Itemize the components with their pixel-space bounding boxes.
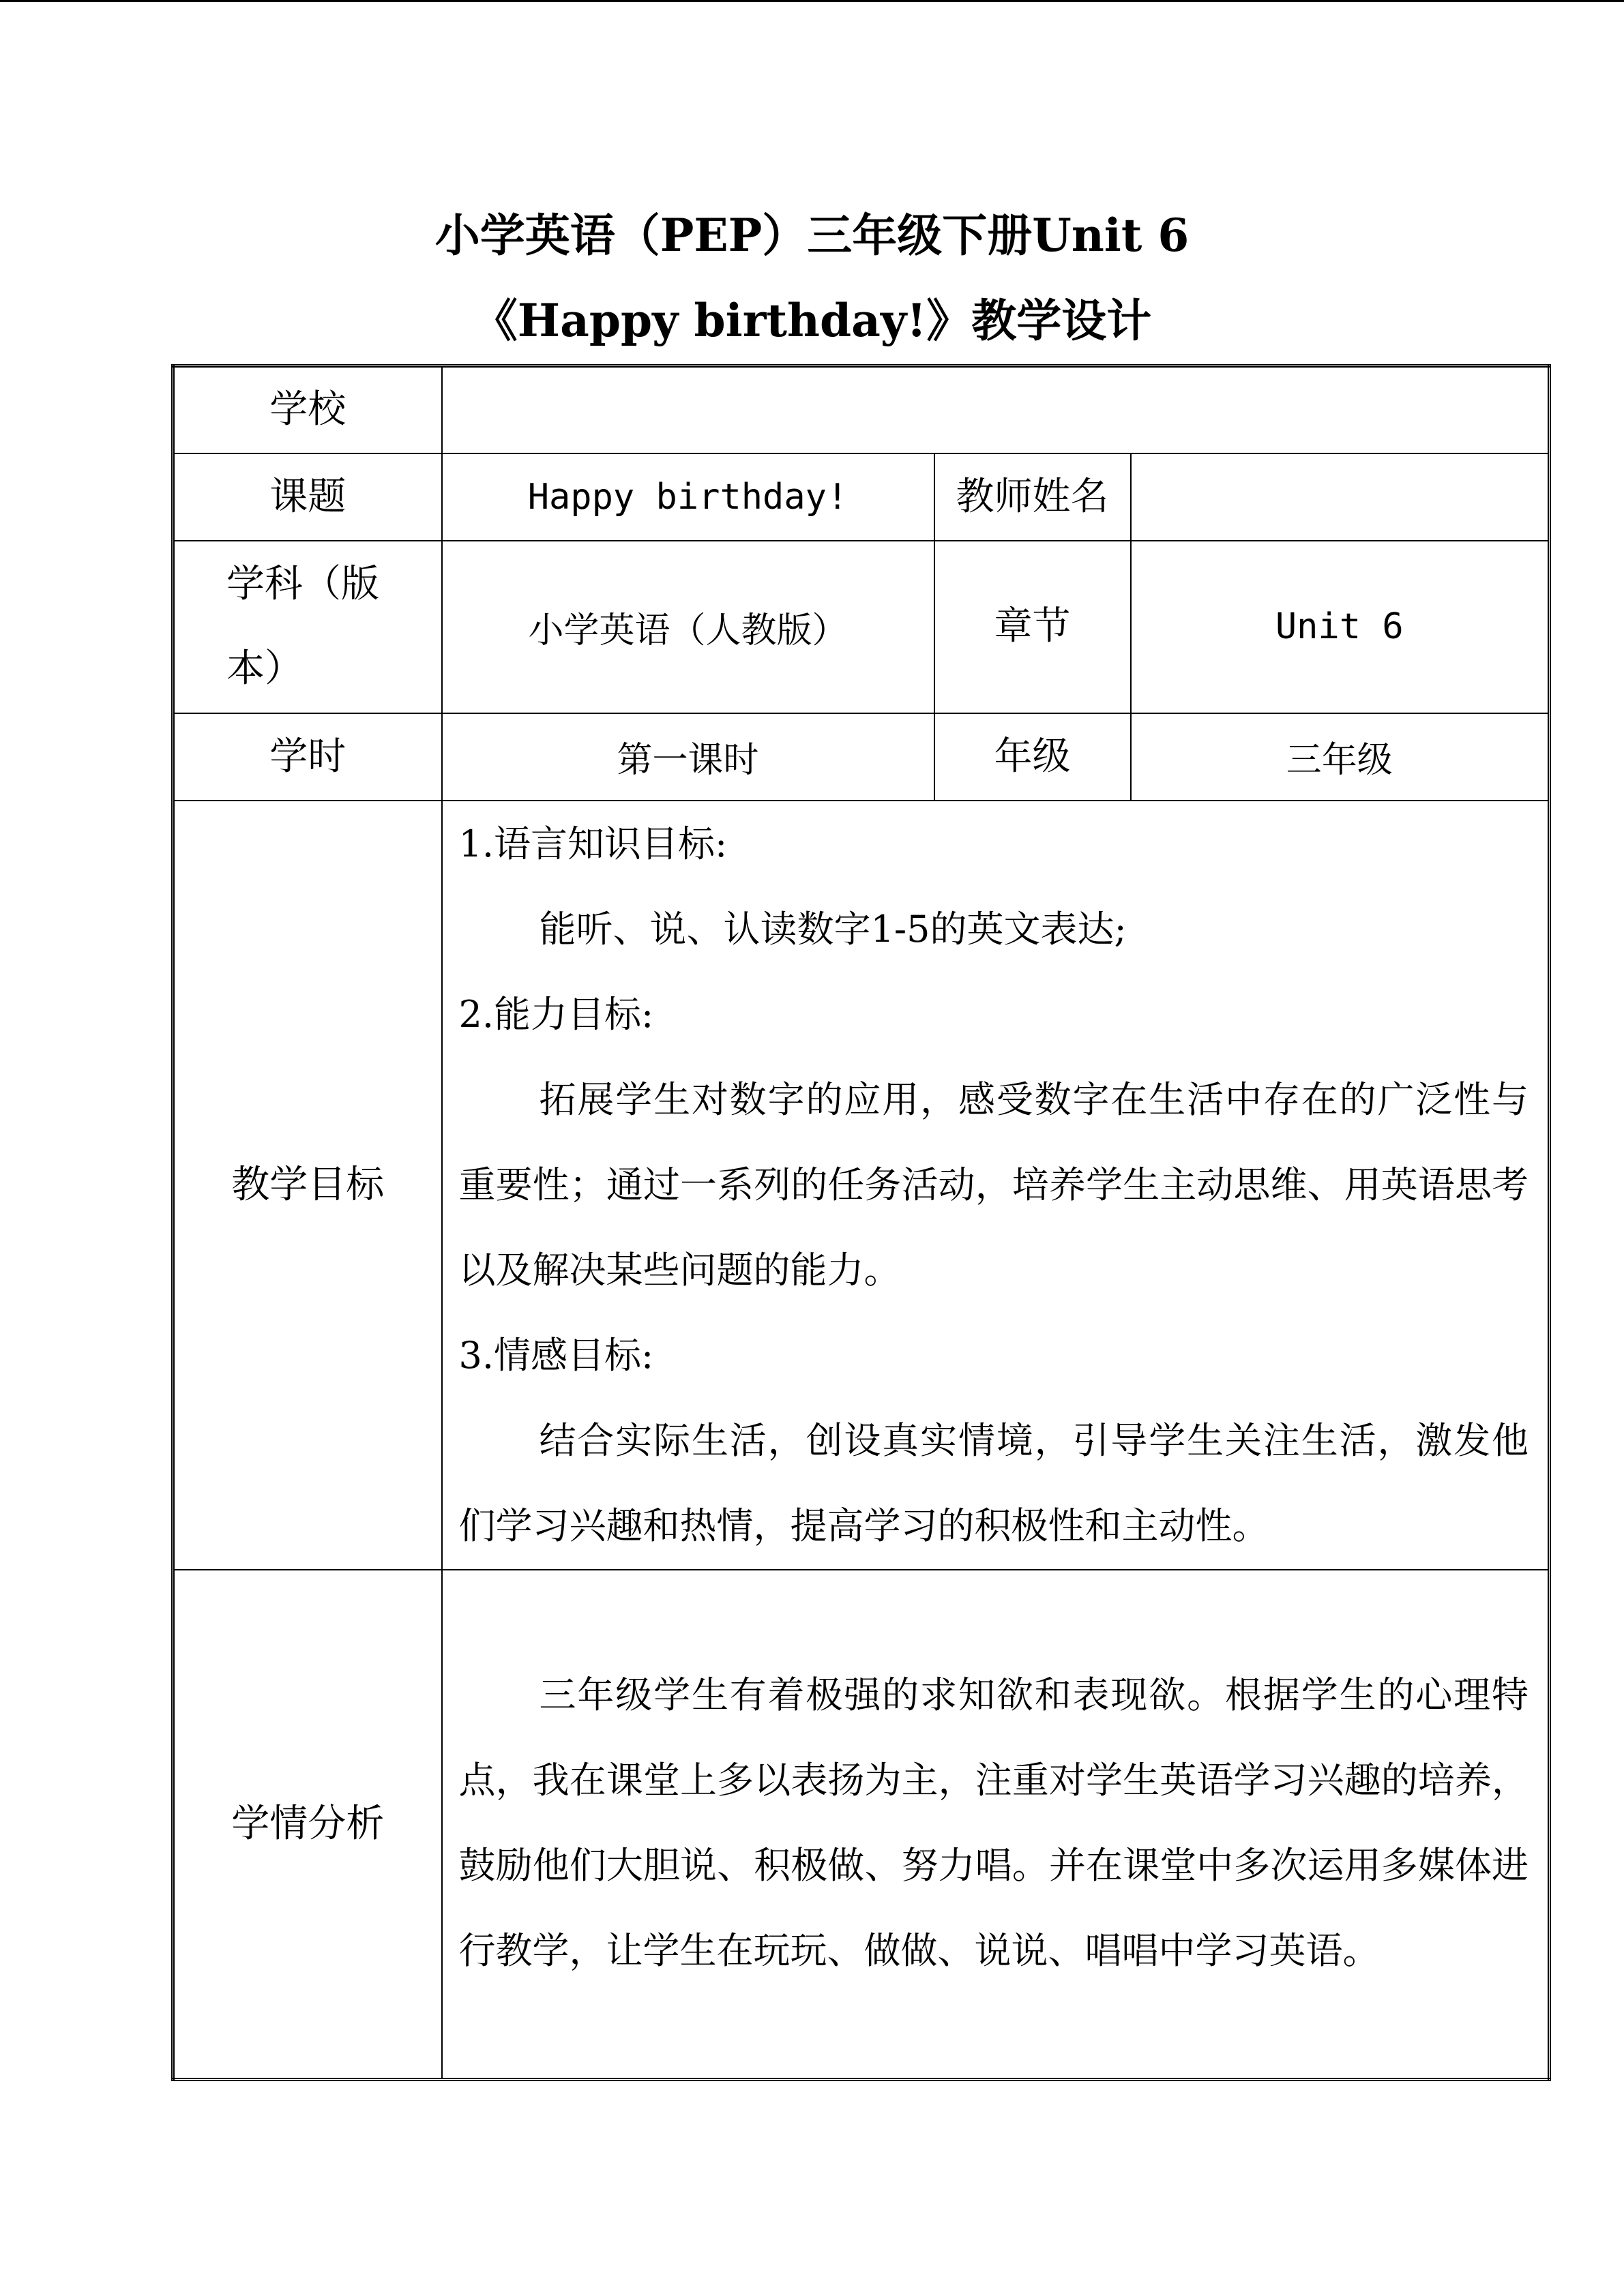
objective-1-heading: 1.语言知识目标: (458, 822, 728, 865)
objectives-content (442, 801, 1550, 1570)
analysis-content (442, 1570, 1550, 2080)
objective-2-text: 拓展学生对数字的应用，感受数字在生活中存在的广泛性与重要性；通过一系列的任务活动，培养学生主动思维、用英语思考以及解决某些问题的能力。 (458, 1077, 1529, 1292)
teacher-name-value (1131, 453, 1550, 541)
row-school (173, 366, 1550, 453)
objective-3-heading: 3.情感目标: (458, 1333, 654, 1377)
teacher-name-label: 教师姓名 (934, 453, 1131, 541)
topic-value: Happy birthday! (442, 453, 934, 541)
objective-2-heading: 2.能力目标: (458, 992, 654, 1036)
row-period (173, 713, 1550, 801)
objective-1-text: 能听、说、认读数字1-5的英文表达; (539, 907, 1127, 951)
objective-3-text: 结合实际生活，创设真实情境，引导学生关注生活，激发他们学习兴趣和热情，提高学习的积极性和主动性。 (458, 1418, 1529, 1547)
row-analysis (173, 1570, 1550, 2080)
row-subject (173, 541, 1550, 713)
subject-label (173, 541, 442, 713)
subject-value: 小学英语（人教版） (442, 541, 934, 713)
page-top-border (0, 0, 1624, 2)
chapter-label: 章节 (934, 541, 1131, 713)
analysis-text: 三年级学生有着极强的求知欲和表现欲。根据学生的心理特点，我在课堂上多以表扬为主，注重对学生英语学习兴趣的培养，鼓励他们大胆说、积极做、努力唱。并在课堂中多次运用多媒体进行教学，让学生在玩玩、做做、说说、唱唱中学习英语。 (458, 1673, 1529, 1972)
subject-label-text: 学科（版本） (226, 562, 379, 691)
lesson-plan-table (171, 364, 1551, 2081)
school-value (442, 366, 1550, 453)
analysis-label: 学情分析 (173, 1570, 442, 2080)
grade-label: 年级 (934, 713, 1131, 801)
row-topic (173, 453, 1550, 541)
row-objectives (173, 801, 1550, 1570)
topic-label: 课题 (173, 453, 442, 541)
period-label: 学时 (173, 713, 442, 801)
school-label: 学校 (173, 366, 442, 453)
period-value: 第一课时 (442, 713, 934, 801)
objectives-label: 教学目标 (173, 801, 442, 1570)
document-title-line-2: 《Happy birthday!》教学设计 (472, 294, 1152, 347)
grade-value: 三年级 (1131, 713, 1550, 801)
chapter-value: Unit 6 (1131, 541, 1550, 713)
document-title-line-1: 小学英语（PEP）三年级下册Unit 6 (434, 209, 1190, 262)
